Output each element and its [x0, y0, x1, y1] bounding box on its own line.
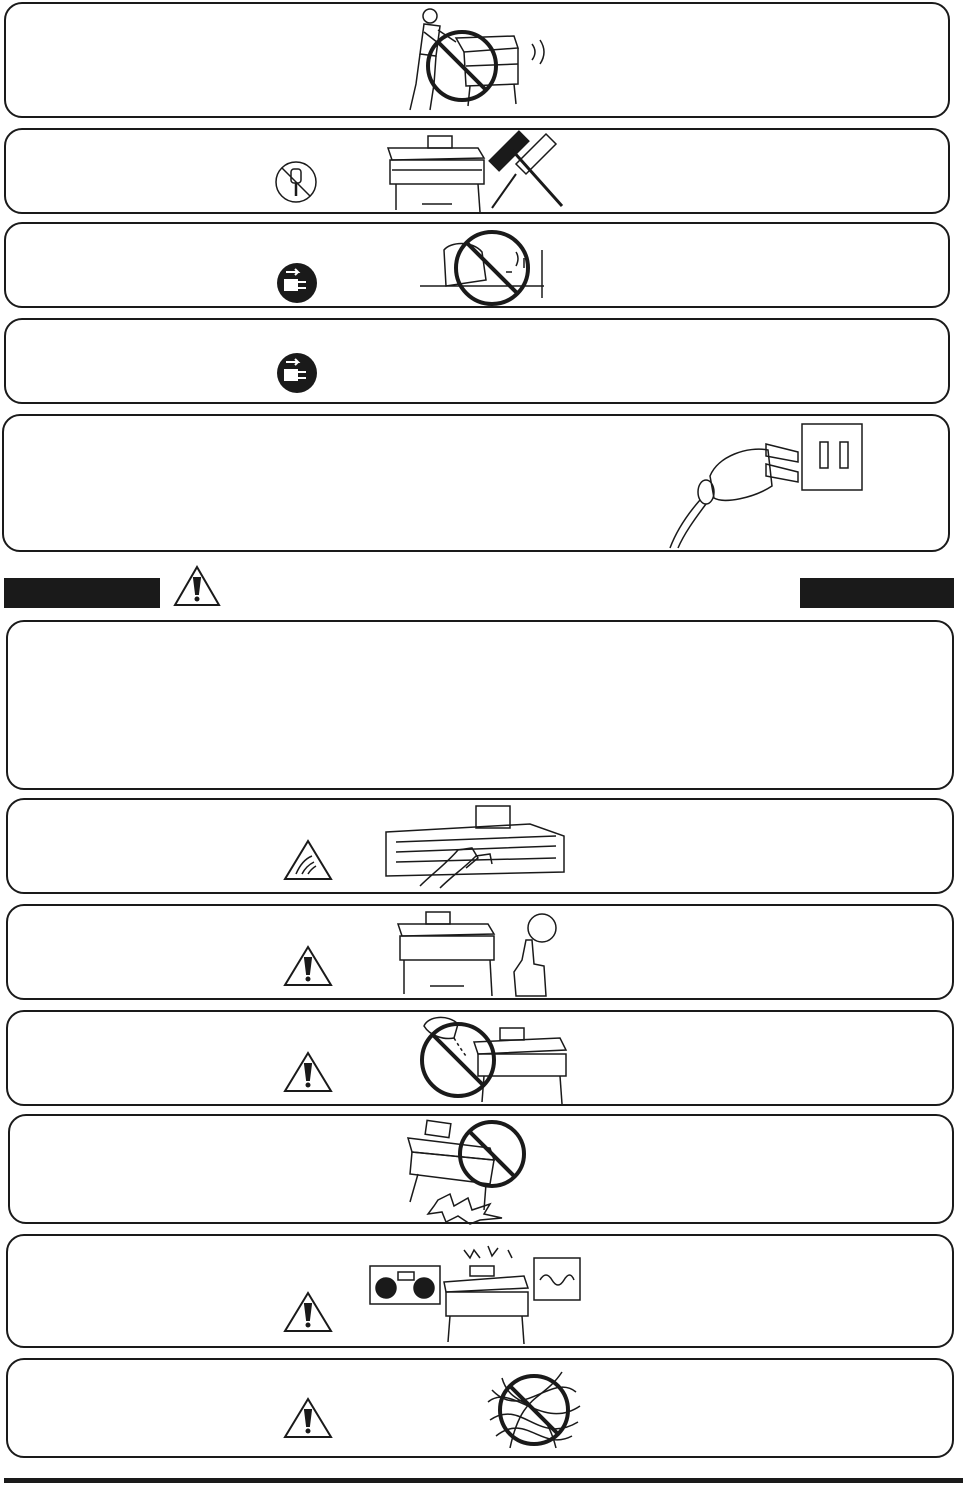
piano-power-button-illustration	[392, 910, 564, 1000]
caution-label-bar-right	[800, 578, 954, 608]
warning-triangle-icon	[172, 564, 222, 608]
page-bottom-rule	[4, 1478, 963, 1483]
unplug-plug-icon	[276, 352, 318, 394]
warning-panel-disassemble	[4, 128, 950, 214]
caution-label-bar-left	[4, 578, 160, 608]
caution-panel-finger-pinch	[6, 798, 954, 894]
warning-panel-polarized-plug	[2, 414, 950, 552]
man-carrying-piano-illustration	[406, 6, 566, 116]
caution-panel-power-button	[6, 904, 954, 1000]
warning-triangle-icon	[282, 1050, 334, 1094]
caution-panel-intro	[6, 620, 954, 790]
caution-panel-no-liquids	[6, 1010, 954, 1106]
liquid-on-piano-illustration	[414, 1014, 570, 1106]
polarized-plug-outlet-illustration	[658, 420, 874, 550]
warning-panel-move-piano	[4, 2, 950, 118]
caution-panel-interference	[6, 1234, 954, 1348]
caution-panel-tangled-cords	[6, 1358, 954, 1458]
warning-panel-unplug	[4, 318, 950, 404]
warning-triangle-icon	[282, 944, 334, 988]
warning-triangle-icon	[282, 1290, 334, 1334]
unplug-plug-icon	[276, 262, 318, 304]
caution-panel-no-falling	[8, 1114, 954, 1224]
warning-panel-wet-hands	[4, 222, 950, 308]
falling-piano-illustration	[398, 1118, 538, 1224]
wet-hand-plug-illustration	[416, 228, 548, 308]
warning-triangle-icon	[282, 1396, 334, 1440]
tangled-cords-illustration	[482, 1362, 586, 1458]
electronics-interference-illustration	[364, 1240, 588, 1346]
piano-with-tools-illustration	[382, 130, 572, 214]
finger-pinch-warning-icon	[282, 838, 334, 882]
no-disassembly-icon	[274, 160, 318, 204]
hands-on-keyboard-illustration	[380, 802, 570, 890]
